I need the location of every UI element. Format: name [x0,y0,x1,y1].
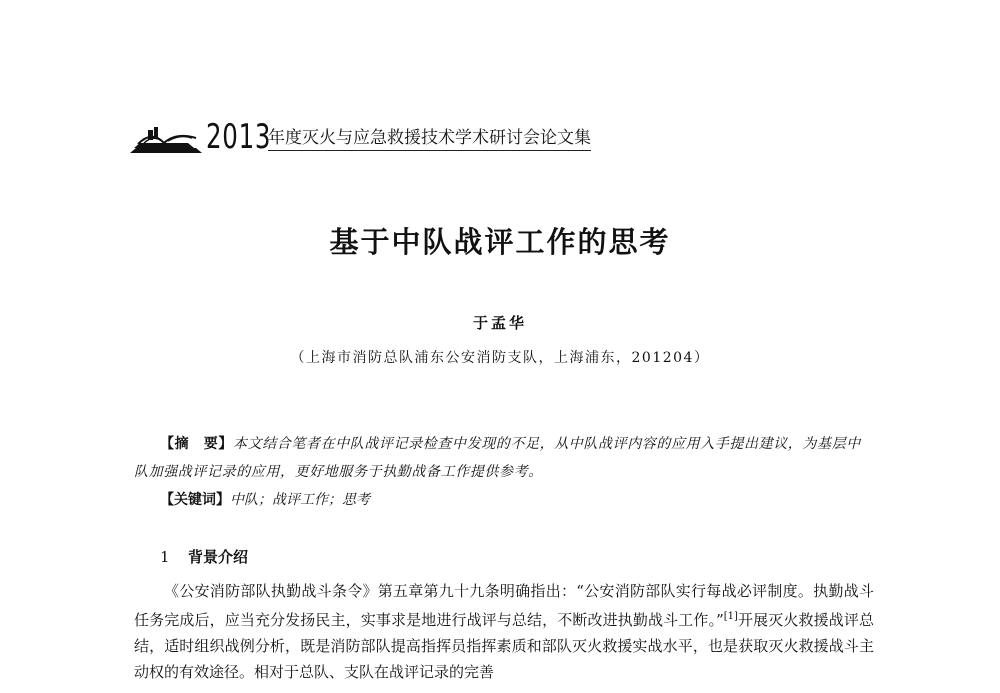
keywords-label: 【关键词】 [160,492,230,508]
body-paragraph [134,578,874,685]
abstract-paragraph [134,430,874,486]
section-title: 背景介绍 [188,548,249,566]
abstract-text: 本文结合笔者在中队战评记录检查中发现的不足，从中队战评内容的应用入手提出建议，为基层中队加强战评记录的应用，更好地服务于执勤战备工作提供参考。 [134,436,861,480]
citation-marker: [1] [723,611,738,622]
keywords-text: 中队；战评工作；思考 [230,492,370,508]
keywords-line [134,486,874,514]
abstract-label: 【摘 要】 [160,436,233,452]
section-heading [160,546,248,567]
proceedings-year: 2013 [206,117,272,157]
paragraph-rest: 开展灭火救援战评总结，适时组织战例分析，既是消防部队提高指挥员指挥素质和部队灭火救援实战水平，也是获取灭火救援战斗主动权的有效途径。相对于总队、支队在战评记录的完善 [134,611,874,681]
section-number: 1 [160,548,170,566]
paragraph-start: 《公安消防部队执勤战斗条令》第五章第九十九条明确指出：“公安消防部队实行每战必评制度。执勤战斗任务完成后，应当充分发扬民主，实事求是地进行战评与总结，不断改进执勤战斗工作。” [134,582,874,629]
paper-title: 基于中队战评工作的思考 [329,225,671,259]
proceedings-series-title: 年度灭火与应急救援技术学术研讨会论文集 [268,126,591,151]
abstract-block [134,430,874,514]
body-text [134,578,874,685]
author-affiliation: （上海市消防总队浦东公安消防支队，上海浦东，201204） [290,350,710,366]
book-stack-logo-icon [130,126,202,154]
author-name: 于孟华 [472,314,527,332]
